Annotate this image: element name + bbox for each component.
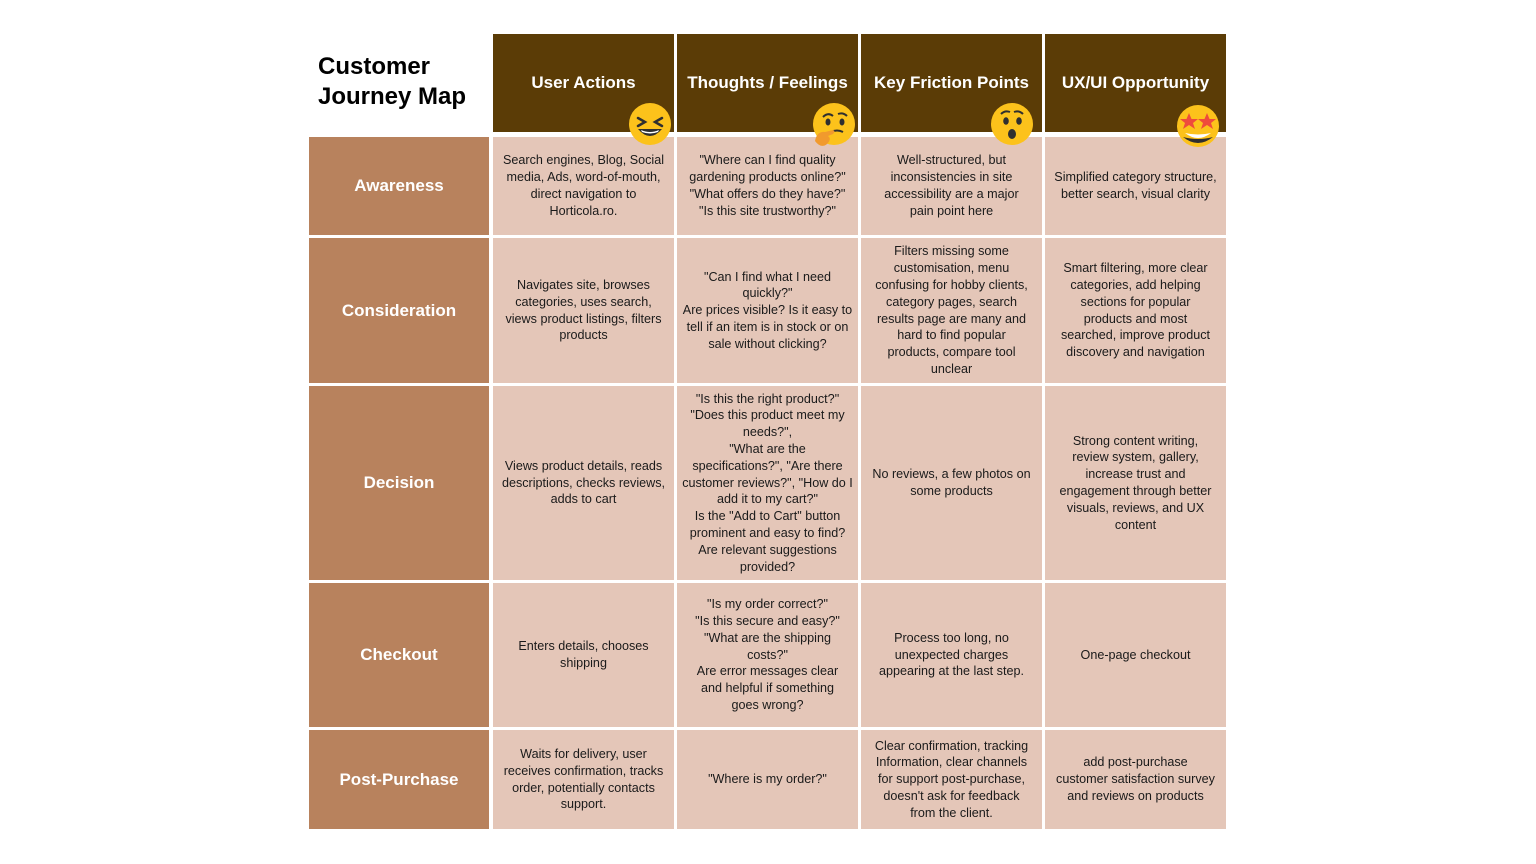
stage-awareness [309, 137, 489, 235]
cell-post-purchase-col3: Clear confirmation, tracking Information, clear channels for support post-purchase, doesn't ask for feedback from the client. [861, 730, 1042, 829]
thinking-face-icon [811, 101, 857, 147]
stage-label: Awareness [354, 176, 444, 195]
cell-post-purchase-col1: Waits for delivery, user receives confirmation, tracks order, potentially contacts support. [493, 730, 674, 829]
cell-consideration-col1: Navigates site, browses categories, uses search, views product listings, filters products [493, 238, 674, 383]
hushed-face-icon [989, 101, 1035, 147]
stage-decision [309, 386, 489, 580]
grinning-squinting-face-icon [627, 101, 673, 147]
cell-checkout-col4: One-page checkout [1045, 583, 1226, 727]
cell-consideration-col4: Smart filtering, more clear categories, add helping sections for popular products and most searched, improve product discovery and navigation [1045, 238, 1226, 383]
star-struck-face-icon [1175, 103, 1221, 149]
cell-checkout-col2: "Is my order correct?" "Is this secure and easy?" "What are the shipping costs?" Are error messages clear and helpful if something goes wrong? [677, 583, 858, 727]
column-header-label: User Actions [531, 73, 636, 92]
cell-decision-col1: Views product details, reads descriptions, checks reviews, adds to cart [493, 386, 674, 580]
cell-awareness-col1: Search engines, Blog, Social media, Ads, word-of-mouth, direct navigation to Horticola.ro. [493, 137, 674, 235]
cell-awareness-col2: "Where can I find quality gardening products online?" "What offers do they have?" "Is this site trustworthy?" [677, 137, 858, 235]
cell-checkout-col1: Enters details, chooses shipping [493, 583, 674, 727]
cell-awareness-col3: Well-structured, but inconsistencies in site accessibility are a major pain point here [861, 137, 1042, 235]
column-header-label: Thoughts / Feelings [687, 73, 848, 92]
stage-label: Post-Purchase [339, 769, 459, 789]
column-header-label: Key Friction Points [874, 73, 1029, 92]
stage-label: Checkout [360, 645, 438, 664]
cell-decision-col4: Strong content writing, review system, gallery, increase trust and engagement through better visuals, reviews, and UX content [1045, 386, 1226, 580]
cell-checkout-col3: Process too long, no unexpected charges appearing at the last step. [861, 583, 1042, 727]
cell-post-purchase-col2: "Where is my order?" [677, 730, 858, 829]
cell-decision-col3: No reviews, a few photos on some products [861, 386, 1042, 580]
stage-consideration [309, 238, 489, 383]
stage-label: Consideration [341, 300, 457, 320]
stage-checkout [309, 583, 489, 727]
cell-consideration-col3: Filters missing some customisation, menu confusing for hobby clients, category pages, search results page are many and hard to find popular products, compare tool unclear [861, 238, 1042, 383]
stage-post-purchase [309, 730, 489, 829]
cell-post-purchase-col4: add post-purchase customer satisfaction survey and reviews on products [1045, 730, 1226, 829]
stage-label: Decision [363, 473, 435, 492]
cell-consideration-col2: "Can I find what I need quickly?" Are prices visible? Is it easy to tell if an item is in stock or on sale without clicking? [677, 238, 858, 383]
column-header-label: UX/UI Opportunity [1061, 73, 1210, 92]
title-line-1: Customer [318, 53, 431, 80]
cell-decision-col2: "Is this the right product?" "Does this product meet my needs?", "What are the specifications?", "Are there customer reviews?", "How do I add it to my cart?" Is the "Add to Cart" button prominent and easy to find? Are relevant suggestions provided? [677, 386, 858, 580]
title-line-2: Journey Map [318, 83, 467, 110]
cell-awareness-col4: Simplified category structure, better search, visual clarity [1045, 137, 1226, 235]
